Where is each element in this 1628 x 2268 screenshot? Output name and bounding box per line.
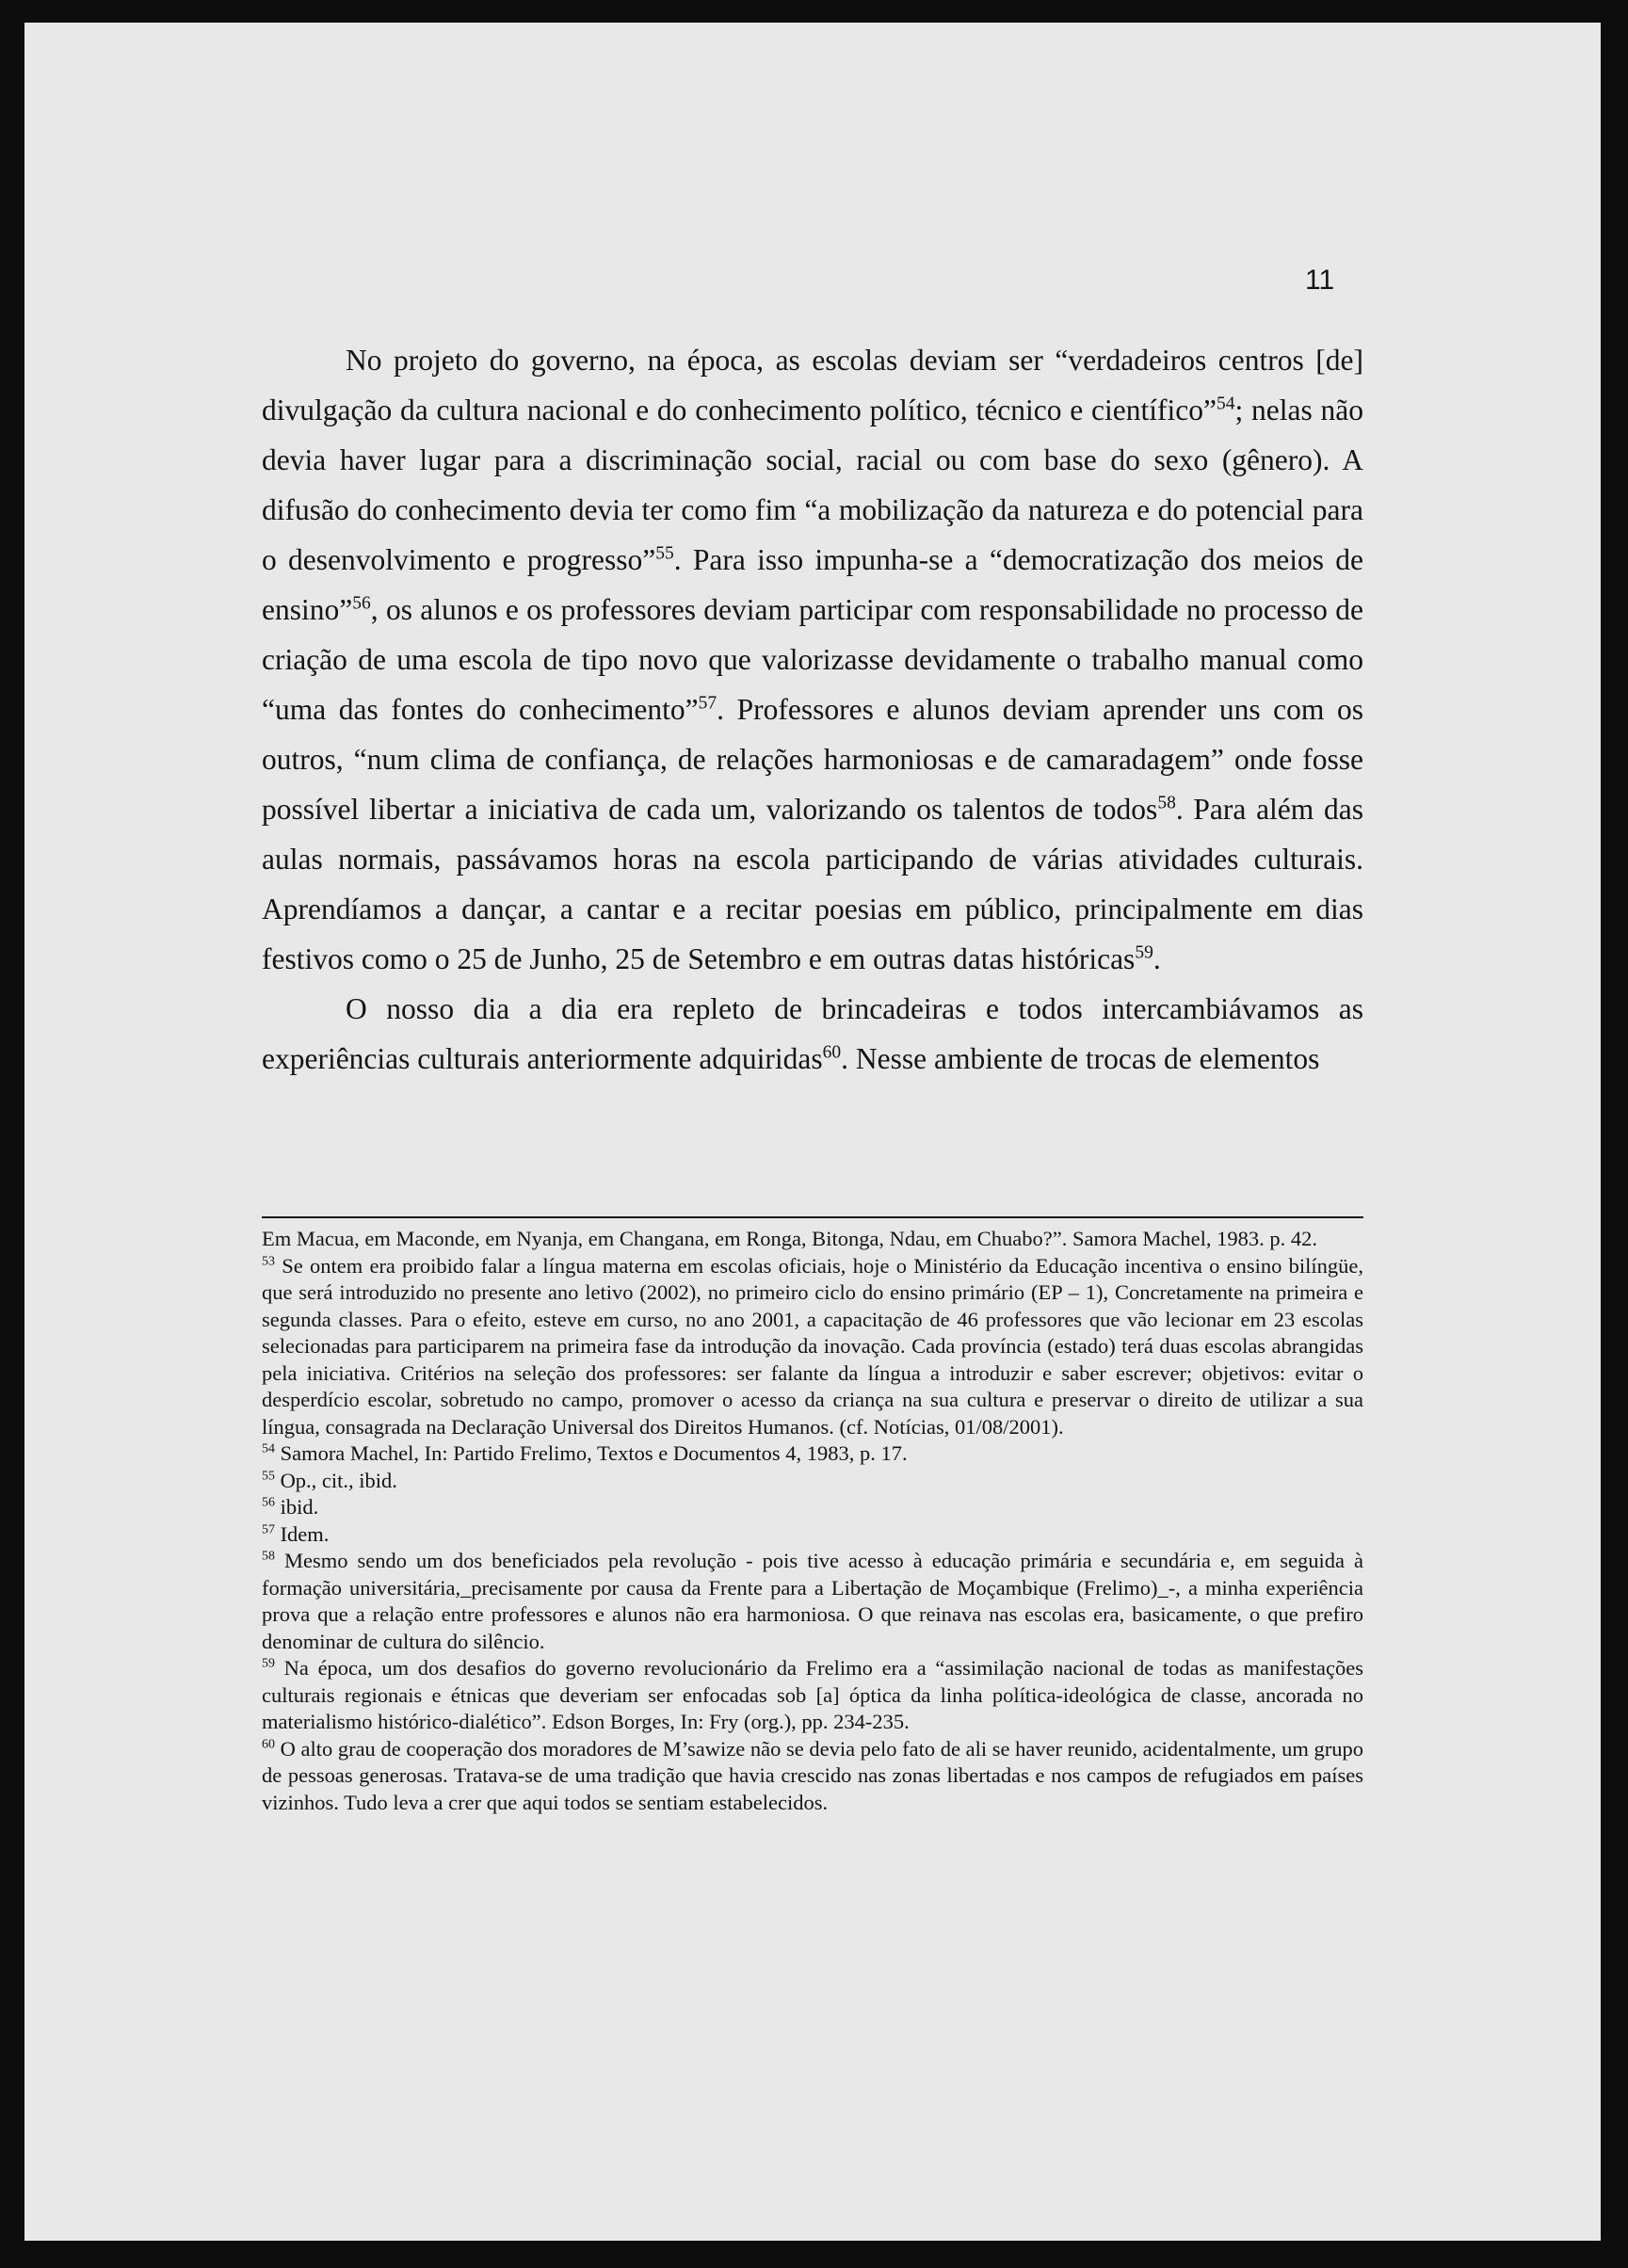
footnote-number: 59 <box>262 1656 275 1671</box>
text-run: , os alunos e os professores deviam participar com responsabilidade no processo de criação de uma escola de tipo novo que valorizasse devidamente o trabalho manual como “uma das fontes do conhecimento” <box>262 593 1363 726</box>
footnote-text: O alto grau de cooperação dos moradores de M’sawize não se devia pelo fato de ali se haver reunido, acidentalmente, um grupo de pessoas generosas. Tratava-se de uma tradição que havia crescido nas zonas libertadas e nos campos de refugiados em países vizinhos. Tudo leva a crer que aqui todos se sentiam estabelecidos. <box>262 1736 1363 1814</box>
footnote-ref-56: 56 <box>352 593 371 614</box>
footnote-number: 53 <box>262 1254 275 1268</box>
body-paragraph-1 <box>262 335 1363 984</box>
text-run: . Para além das aulas normais, passávamos horas na escola participando de várias atividades culturais. Aprendíamos a dançar, a cantar e a recitar poesias em público, principalmente em dias festivos como o 25 de Junho, 25 de Setembro e em outras datas históricas <box>262 793 1363 975</box>
footnote-59 <box>262 1655 1363 1736</box>
footnote-58 <box>262 1548 1363 1655</box>
body-paragraph-2 <box>262 984 1363 1084</box>
footnote-number: 58 <box>262 1549 275 1564</box>
footnote-text: Mesmo sendo um dos beneficiados pela revolução - pois tive acesso à educação primária e secundária e, em seguida à formação universitária,_precisamente por causa da Frente para a Libertação de Moçambique (Frelimo)_-, a minha experiência prova que a relação entre professores e alunos não era harmoniosa. O que reinava nas escolas era, basicamente, o que prefiro denominar de cultura do silêncio. <box>262 1549 1363 1653</box>
body-text <box>262 335 1363 1084</box>
text-run: ; nelas não devia haver lugar para a discriminação social, racial ou com base do sexo (gênero). A difusão do conhecimento devia ter como fim “a mobilização da natureza e do potencial para o desenvolvimento e progresso” <box>262 394 1363 576</box>
footnote-number: 57 <box>262 1522 275 1536</box>
text-run: O nosso dia a dia era repleto de brincadeiras e todos intercambiávamos as experiências culturais anteriormente adquiridas <box>262 992 1363 1075</box>
footnote-divider <box>262 1216 1363 1218</box>
footnote-ref-54: 54 <box>1216 394 1235 414</box>
footnote-57 <box>262 1521 1363 1549</box>
document-page <box>24 23 1601 2241</box>
footnote-ref-59: 59 <box>1135 942 1153 963</box>
text-run: No projeto do governo, na época, as escolas deviam ser “verdadeiros centros [de] divulgação da cultura nacional e do conhecimento político, técnico e científico” <box>262 344 1363 426</box>
footnote-text: Se ontem era proibido falar a língua materna em escolas oficiais, hoje o Ministério da Educação incentiva o ensino bilíngüe, que será introduzido no presente ano letivo (2002), no primeiro ciclo do ensino primário (EP – 1), Concretamente na primeira e segunda classes. Para o efeito, esteve em curso, no ano 2001, a capacitação de 46 professores que vão lecionar em 23 escolas selecionadas para participarem na primeira fase da introdução da inovação. Cada província (estado) terá duas escolas abrangidas pela iniciativa. Critérios na seleção dos professores: ser falante da língua a introduzir e saber escrever; objetivos: evitar o desperdício escolar, sobretudo no campo, promover o acesso da criança na sua cultura e preservar o direito de utilizar a sua língua, consagrada na Declaração Universal dos Direitos Humanos. (cf. Notícias, 01/08/2001). <box>262 1253 1363 1439</box>
footnote-number: 56 <box>262 1495 275 1510</box>
footnote-text: Op., cit., ibid. <box>274 1468 397 1492</box>
text-run: . <box>1152 942 1161 975</box>
footnote-number: 60 <box>262 1737 275 1751</box>
footnote-text: ibid. <box>274 1495 319 1519</box>
page-number: 11 <box>1305 265 1335 296</box>
text-run: . Para isso impunha-se a “democratização dos meios de ensino” <box>262 543 1363 626</box>
footnote-text: Na época, um dos desafios do governo revolucionário da Frelimo era a “assimilação nacional de todas as manifestações culturais regionais e étnicas que deveriam ser enfocadas sob [a] óptica da linha política-ideológica de classe, ancorada no materialismo histórico-dialético”. Edson Borges, In: Fry (org.), pp. 234-235. <box>262 1656 1363 1733</box>
footnote-ref-60: 60 <box>822 1042 842 1063</box>
footnote-text: Idem. <box>274 1521 330 1546</box>
footnote-number: 54 <box>262 1441 275 1456</box>
footnote-ref-57: 57 <box>698 693 717 714</box>
footnote-ref-55: 55 <box>655 543 674 564</box>
footnote-55 <box>262 1468 1363 1495</box>
text-run: . Professores e alunos deviam aprender uns com os outros, “num clima de confiança, de relações harmoniosas e de camaradagem” onde fosse possível libertar a iniciativa de cada um, valorizando os talentos de todos <box>262 693 1363 826</box>
text-run: . Nesse ambiente de trocas de elementos <box>841 1042 1320 1075</box>
footnote-60 <box>262 1736 1363 1817</box>
footnote-continuation: Em Macua, em Maconde, em Nyanja, em Changana, em Ronga, Bitonga, Ndau, em Chuabo?”. Samora Machel, 1983. p. 42. <box>262 1227 1317 1250</box>
footnote-54 <box>262 1440 1363 1468</box>
footnote-text: Samora Machel, In: Partido Frelimo, Textos e Documentos 4, 1983, p. 17. <box>274 1441 908 1465</box>
footnote-56 <box>262 1494 1363 1521</box>
footnote-ref-58: 58 <box>1157 793 1176 813</box>
footnote-number: 55 <box>262 1469 275 1483</box>
footnotes-section <box>262 1216 1363 1816</box>
footnote-53 <box>262 1253 1363 1441</box>
